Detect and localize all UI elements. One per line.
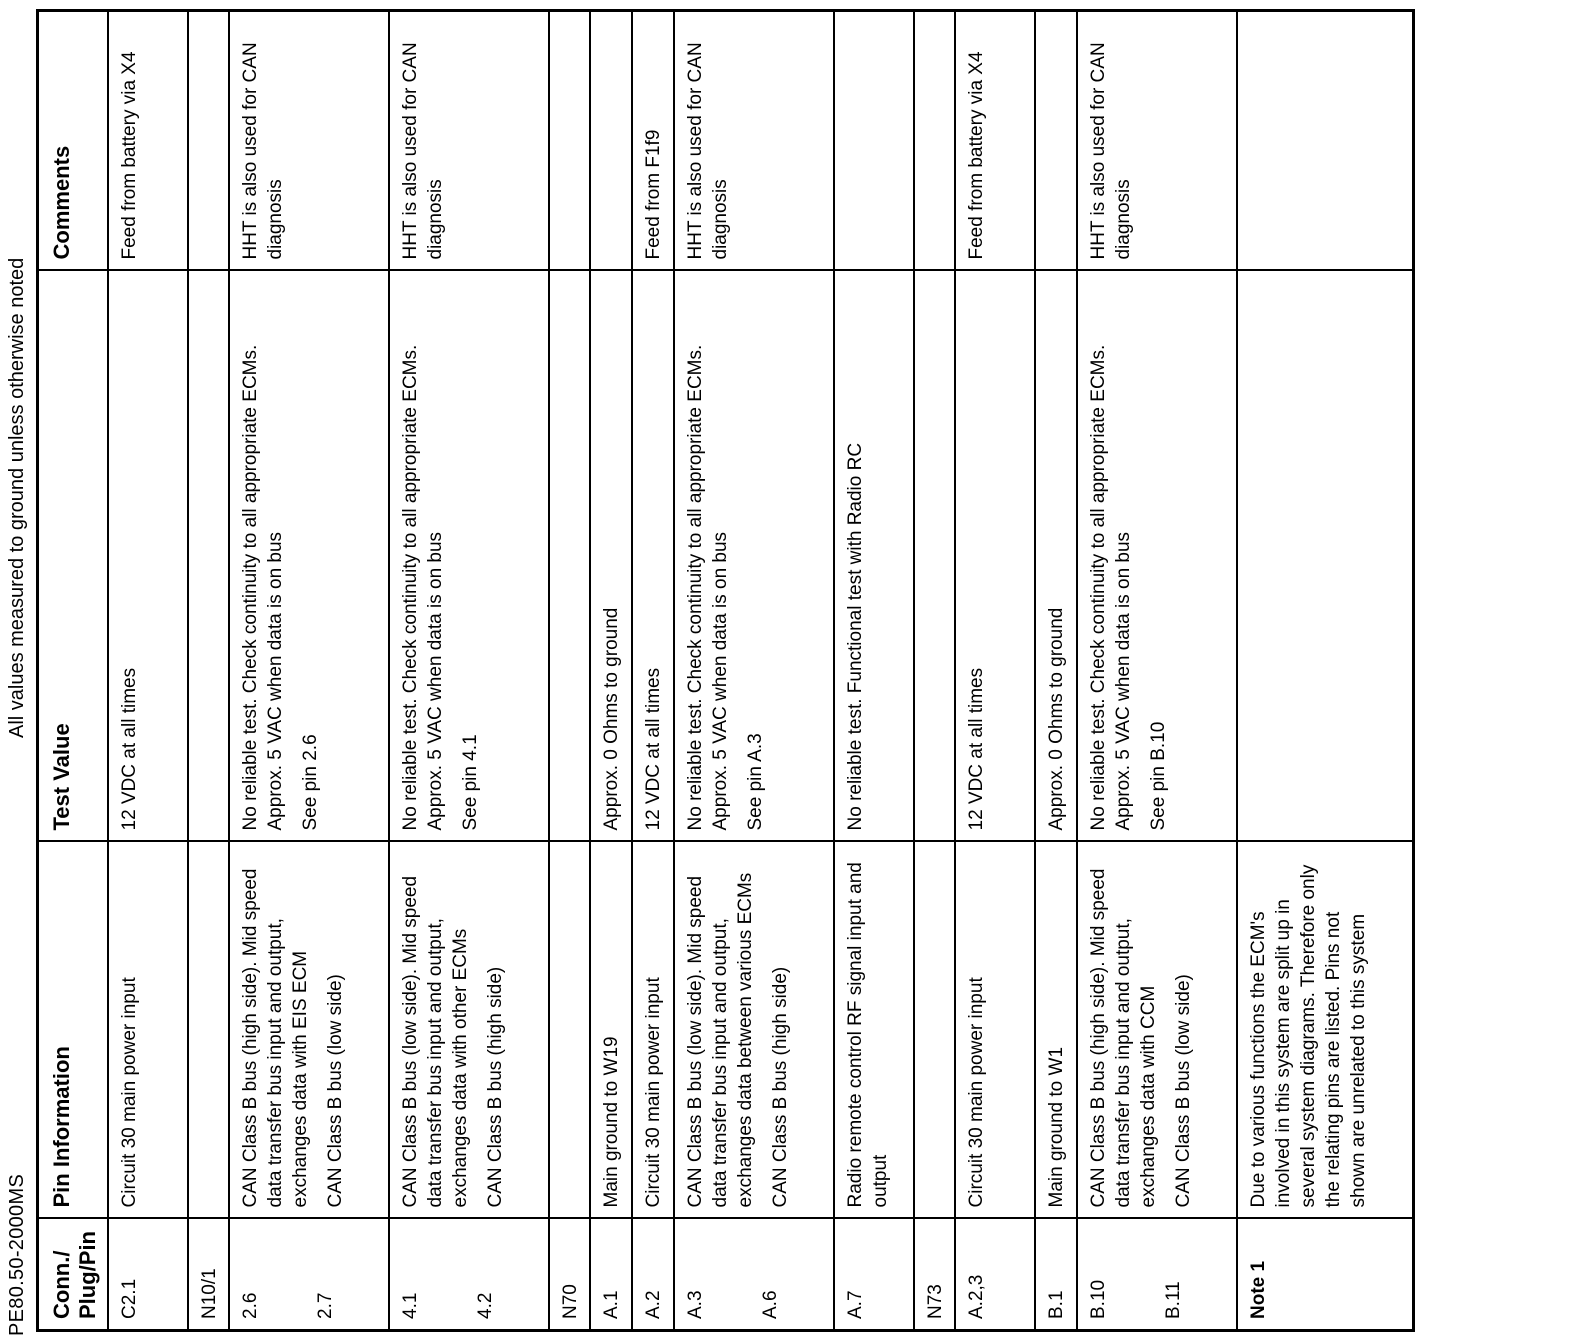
connector-row [188,11,229,1331]
comments-cell: Feed from F1f9 [632,11,674,271]
test-cell [229,271,389,842]
conn-cell: N70 [549,1219,590,1331]
conn-value: B.10 [1088,1279,1109,1319]
table-row [1237,11,1413,1331]
pin-text: CAN Class B bus (high side) [770,966,791,1208]
pin-cell [229,842,389,1219]
test-text: No reliable test. Check continuity to all appropriate ECMs. Approx. 5 VAC when data is on bus [1088,344,1134,831]
pin-cell: Circuit 30 main power input [108,842,188,1219]
conn-cell: A.2,3 [955,1219,1035,1331]
conn-cell [674,1219,834,1331]
header-comments: Comments [38,11,109,271]
pin-text: CAN Class B bus (high side). Mid speed data transfer bus input and output, exchanges data with CCM [1088,868,1159,1208]
test-cell: 12 VDC at all times [108,271,188,842]
pin-cell: Circuit 30 main power input [955,842,1035,1219]
pin-cell [674,842,834,1219]
conn-cell [229,1219,389,1331]
conn-value: B.11 [1163,1281,1184,1319]
pin-cell: Radio remote control RF signal input and output [834,842,914,1219]
pin-text: CAN Class B bus (high side) [485,966,506,1208]
pin-text: CAN Class B bus (low side) [325,974,346,1208]
comments-cell: HHT is also used for CAN diagnosis [229,11,389,271]
comments-cell: HHT is also used for CAN diagnosis [1077,11,1237,271]
conn-value: A.3 [685,1290,706,1319]
table-row [834,11,914,1331]
conn-cell: N10/1 [188,1219,229,1331]
pin-cell: Main ground to W19 [590,842,632,1219]
conn-cell [1077,1219,1237,1331]
table-row [108,11,188,1331]
conn-cell [389,1219,549,1331]
test-cell [1077,271,1237,842]
comments-cell [590,11,632,271]
test-cell: No reliable test. Functional test with Radio RC [834,271,914,842]
test-text: See pin B.10 [1148,721,1169,831]
comments-cell [834,11,914,271]
note-text: Due to various functions the ECM's involved in this system are split up in several system diagrams. Therefore only the relating pins are listed. Pins not shown are unrelated to this system [1237,842,1413,1219]
pin-text: CAN Class B bus (high side). Mid speed data transfer bus input and output, exchanges data with EIS ECM [240,868,311,1208]
pin-cell: Circuit 30 main power input [632,842,674,1219]
table-row [632,11,674,1331]
document-id: PE80.50-2000MS [6,1173,28,1336]
conn-value: 2.6 [240,1292,261,1319]
table-row [590,11,632,1331]
table-row [955,11,1035,1331]
test-cell [674,271,834,842]
conn-value: 4.1 [400,1292,421,1319]
conn-cell: A.1 [590,1219,632,1331]
pin-cell [1077,842,1237,1219]
table-row [674,11,834,1331]
table-row [1077,11,1237,1331]
conn-cell: C2.1 [108,1219,188,1331]
pin-text: CAN Class B bus (low side). Mid speed data transfer bus input and output, exchanges data with other ECMs [400,875,471,1208]
test-cell: Approx. 0 Ohms to ground [590,271,632,842]
comments-cell [1035,11,1077,271]
conn-value: 4.2 [475,1292,496,1319]
conn-cell: A.2 [632,1219,674,1331]
test-cell: 12 VDC at all times [632,271,674,842]
pin-text: CAN Class B bus (low side) [1173,974,1194,1208]
test-text: See pin 4.1 [460,734,481,831]
test-cell [389,271,549,842]
table-header-row [38,11,109,1331]
test-cell: Approx. 0 Ohms to ground [1035,271,1077,842]
table-row [1035,11,1077,1331]
pin-table [36,9,1415,1332]
conn-cell: B.1 [1035,1219,1077,1331]
comments-cell: HHT is also used for CAN diagnosis [389,11,549,271]
header-pin-information: Pin Information [38,842,109,1219]
connector-row [914,11,955,1331]
pin-cell: Main ground to W1 [1035,842,1077,1219]
conn-cell: N73 [914,1219,955,1331]
test-text: No reliable test. Check continuity to all appropriate ECMs. Approx. 5 VAC when data is on bus [685,344,731,831]
test-text: See pin 2.6 [300,734,321,831]
table-row [229,11,389,1331]
comments-cell: Feed from battery via X4 [108,11,188,271]
comments-cell: Feed from battery via X4 [955,11,1035,271]
note-label: Note 1 [1237,1219,1413,1331]
header-test-value: Test Value [38,271,109,842]
test-cell: 12 VDC at all times [955,271,1035,842]
test-text: No reliable test. Check continuity to all appropriate ECMs. Approx. 5 VAC when data is on bus [400,344,446,831]
pin-text: CAN Class B bus (low side). Mid speed data transfer bus input and output, exchanges data between various ECMs [685,872,756,1208]
header-conn: Conn./ Plug/Pin [38,1219,109,1331]
pin-cell [389,842,549,1219]
conn-value: A.6 [760,1290,781,1319]
conn-value: 2.7 [315,1292,336,1319]
conn-cell: A.7 [834,1219,914,1331]
comments-cell: HHT is also used for CAN diagnosis [674,11,834,271]
test-text: See pin A.3 [745,733,766,831]
table-row [389,11,549,1331]
test-text: No reliable test. Check continuity to all appropriate ECMs. Approx. 5 VAC when data is on bus [240,344,286,831]
connector-row [549,11,590,1331]
measurement-note: All values measured to ground unless otherwise noted [6,257,28,738]
